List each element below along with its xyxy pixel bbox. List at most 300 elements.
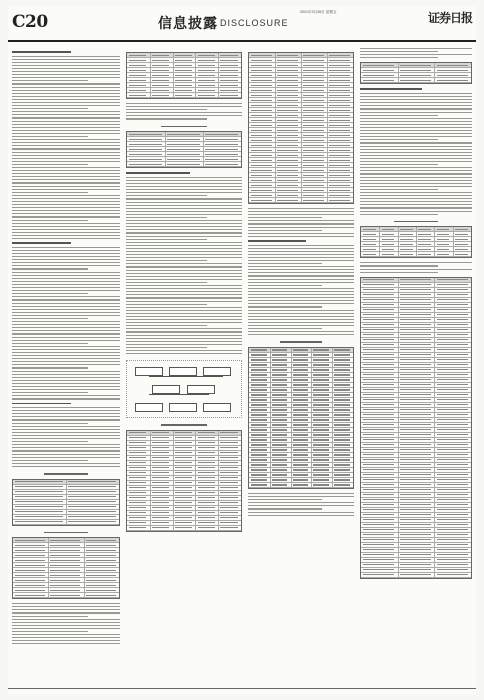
table-cell (251, 364, 267, 365)
section-heading (12, 51, 71, 53)
table-cell (400, 534, 431, 535)
table-cell (400, 459, 431, 460)
table-cell (400, 514, 431, 515)
table-cell (272, 409, 288, 410)
table-cell (400, 469, 431, 470)
table-cell (15, 491, 63, 492)
table-cell (418, 229, 431, 230)
table-cell (437, 549, 468, 550)
table-cell (400, 344, 431, 345)
table-cell (437, 394, 468, 395)
table-cell (175, 442, 192, 443)
table-cell (400, 424, 431, 425)
table-cell (293, 399, 309, 400)
table-cell (437, 489, 468, 490)
table-cell (293, 449, 309, 450)
table-cell (152, 502, 169, 503)
table-cell (129, 462, 146, 463)
table-cell (313, 369, 329, 370)
table-cell (251, 414, 267, 415)
diagram-box (169, 403, 197, 412)
table-cell (363, 65, 394, 66)
table-cell (329, 65, 350, 66)
table-cell (272, 459, 288, 460)
table-cell (152, 487, 169, 488)
table-cell (363, 574, 394, 575)
table-cell (198, 85, 215, 86)
table-cell (363, 324, 394, 325)
table-cell (363, 359, 394, 360)
table-cell (198, 482, 215, 483)
table-cell (437, 334, 468, 335)
table-cell (293, 424, 309, 425)
table-cell (293, 439, 309, 440)
data-table (12, 479, 120, 526)
table-cell (303, 55, 324, 56)
table-cell (251, 464, 267, 465)
table-cell (272, 444, 288, 445)
table-cell (205, 139, 237, 140)
table-cell (272, 469, 288, 470)
table-cell (272, 384, 288, 385)
table-cell (277, 115, 298, 116)
table-cell (400, 279, 431, 280)
table-cell (437, 234, 450, 235)
table-cell (400, 379, 431, 380)
table-cell (363, 404, 394, 405)
table-cell (251, 145, 272, 146)
section-title: 信息披露 (158, 16, 218, 32)
table-cell (272, 464, 288, 465)
table-cell (400, 544, 431, 545)
table-cell (334, 439, 350, 440)
table-cell (313, 419, 329, 420)
table-cell (86, 560, 116, 561)
data-table (126, 52, 242, 99)
table-cell (277, 145, 298, 146)
table-cell (277, 180, 298, 181)
table-cell (363, 229, 376, 230)
table-cell (129, 85, 146, 86)
table-cell (152, 527, 169, 528)
table-cell (293, 474, 309, 475)
data-table (126, 131, 242, 168)
table-cell (303, 85, 324, 86)
table-cell (220, 522, 237, 523)
table-cell (152, 477, 169, 478)
table-cell (251, 479, 267, 480)
table-cell (251, 180, 272, 181)
table-cell (277, 200, 298, 201)
table-cell (329, 190, 350, 191)
table-cell (175, 60, 192, 61)
text-block (12, 247, 120, 400)
table-cell (129, 497, 146, 498)
table-cell (220, 487, 237, 488)
table-cell (303, 140, 324, 141)
table-cell (198, 55, 215, 56)
table-cell (251, 389, 267, 390)
table-cell (175, 497, 192, 498)
table-cell (400, 70, 431, 71)
table-cell (175, 70, 192, 71)
table-cell (437, 369, 468, 370)
table-cell (220, 80, 237, 81)
table-cell (152, 55, 169, 56)
text-block (126, 103, 242, 120)
table-cell (303, 115, 324, 116)
table-cell (334, 454, 350, 455)
table-cell (400, 559, 431, 560)
table-cell (303, 60, 324, 61)
table-cell (329, 80, 350, 81)
table-cell (175, 65, 192, 66)
table-cell (293, 354, 309, 355)
table-cell (313, 394, 329, 395)
table-cell (400, 314, 431, 315)
table-cell (277, 140, 298, 141)
table-cell (329, 125, 350, 126)
table-cell (198, 492, 215, 493)
table-cell (129, 467, 146, 468)
table-row (361, 78, 471, 83)
table-cell (329, 105, 350, 106)
table-cell (437, 419, 468, 420)
table-cell (400, 399, 431, 400)
table-cell (400, 404, 431, 405)
diagram-box (203, 367, 231, 376)
table-cell (272, 414, 288, 415)
table-cell (363, 309, 394, 310)
table-cell (152, 80, 169, 81)
table-cell (86, 550, 116, 551)
table-cell (303, 195, 324, 196)
table-cell (205, 164, 237, 165)
table-cell (400, 564, 431, 565)
table-cell (437, 344, 468, 345)
table-cell (400, 244, 413, 245)
table-caption (394, 221, 439, 223)
table-cell (363, 374, 394, 375)
table-cell (334, 444, 350, 445)
table-row (127, 526, 241, 531)
table-cell (175, 437, 192, 438)
table-cell (437, 429, 468, 430)
org-diagram (126, 360, 242, 418)
table-cell (86, 590, 116, 591)
table-cell (198, 522, 215, 523)
table-cell (363, 424, 394, 425)
table-cell (329, 155, 350, 156)
table-cell (68, 521, 116, 522)
table-cell (50, 550, 80, 551)
table-cell (329, 55, 350, 56)
table-cell (272, 349, 288, 350)
table-cell (437, 534, 468, 535)
table-cell (272, 484, 288, 485)
table-cell (437, 364, 468, 365)
table-cell (437, 519, 468, 520)
table-cell (251, 130, 272, 131)
table-cell (363, 529, 394, 530)
table-cell (251, 155, 272, 156)
table-cell (251, 359, 267, 360)
table-cell (272, 369, 288, 370)
table-cell (313, 399, 329, 400)
table-cell (363, 389, 394, 390)
table-cell (251, 105, 272, 106)
table-cell (50, 585, 80, 586)
table-cell (272, 479, 288, 480)
data-table (248, 347, 354, 489)
table-cell (437, 529, 468, 530)
table-cell (129, 527, 146, 528)
table-cell (363, 334, 394, 335)
table-cell (175, 517, 192, 518)
table-cell (329, 100, 350, 101)
table-cell (129, 60, 146, 61)
table-cell (251, 85, 272, 86)
table-cell (175, 512, 192, 513)
table-cell (400, 75, 431, 76)
table-cell (15, 575, 45, 576)
table-cell (437, 279, 468, 280)
table-cell (400, 419, 431, 420)
table-cell (86, 570, 116, 571)
table-cell (152, 497, 169, 498)
table-cell (198, 60, 215, 61)
table-cell (152, 95, 169, 96)
table-cell (251, 55, 272, 56)
table-cell (363, 419, 394, 420)
table-cell (363, 414, 394, 415)
table-cell (437, 319, 468, 320)
table-cell (277, 190, 298, 191)
table-cell (68, 481, 116, 482)
table-cell (437, 379, 468, 380)
table-cell (400, 474, 431, 475)
table-cell (313, 414, 329, 415)
table-cell (437, 474, 468, 475)
table-cell (152, 522, 169, 523)
table-cell (277, 165, 298, 166)
diagram-box (169, 367, 197, 376)
table-cell (293, 409, 309, 410)
table-cell (251, 175, 272, 176)
table-cell (50, 540, 80, 541)
table-cell (220, 462, 237, 463)
table-cell (313, 359, 329, 360)
table-cell (272, 424, 288, 425)
table-cell (437, 559, 468, 560)
table-cell (15, 585, 45, 586)
table-cell (129, 487, 146, 488)
table-cell (220, 70, 237, 71)
table-cell (437, 304, 468, 305)
table-cell (437, 299, 468, 300)
table-cell (334, 379, 350, 380)
table-cell (129, 144, 161, 145)
table-cell (277, 120, 298, 121)
table-cell (277, 105, 298, 106)
table-cell (175, 95, 192, 96)
table-cell (129, 80, 146, 81)
table-cell (437, 399, 468, 400)
table-cell (15, 516, 63, 517)
table-cell (329, 200, 350, 201)
table-cell (293, 459, 309, 460)
table-cell (198, 487, 215, 488)
table-cell (129, 472, 146, 473)
table-cell (363, 399, 394, 400)
table-cell (129, 65, 146, 66)
text-block (360, 262, 472, 272)
table-cell (437, 70, 468, 71)
table-cell (334, 349, 350, 350)
table-cell (272, 404, 288, 405)
table-cell (313, 389, 329, 390)
table-cell (220, 85, 237, 86)
table-cell (129, 512, 146, 513)
table-cell (251, 474, 267, 475)
table-cell (400, 284, 431, 285)
table-cell (334, 359, 350, 360)
table-cell (175, 457, 192, 458)
section-heading (12, 242, 71, 244)
table-cell (220, 517, 237, 518)
table-cell (129, 477, 146, 478)
table-row (249, 483, 353, 488)
table-cell (220, 75, 237, 76)
table-cell (437, 254, 450, 255)
table-cell (251, 409, 267, 410)
table-cell (175, 507, 192, 508)
table-cell (363, 499, 394, 500)
table-cell (329, 75, 350, 76)
table-cell (313, 454, 329, 455)
table-cell (363, 494, 394, 495)
table-cell (272, 419, 288, 420)
table-cell (363, 509, 394, 510)
table-cell (152, 467, 169, 468)
table-cell (293, 364, 309, 365)
table-cell (15, 511, 63, 512)
table-cell (313, 474, 329, 475)
table-cell (437, 539, 468, 540)
text-block (360, 93, 472, 215)
table-cell (129, 432, 146, 433)
text-block (248, 208, 354, 237)
table-cell (313, 429, 329, 430)
table-cell (329, 90, 350, 91)
table-cell (400, 334, 431, 335)
table-cell (400, 234, 413, 235)
table-cell (198, 457, 215, 458)
table-cell (86, 575, 116, 576)
table-cell (363, 70, 394, 71)
table-cell (251, 349, 267, 350)
table-cell (220, 467, 237, 468)
table-cell (400, 489, 431, 490)
table-cell (272, 364, 288, 365)
table-cell (86, 540, 116, 541)
table-cell (400, 494, 431, 495)
table-cell (363, 364, 394, 365)
diagram-box (187, 385, 215, 394)
table-cell (86, 545, 116, 546)
table-cell (129, 447, 146, 448)
data-table (360, 277, 472, 579)
table-cell (363, 384, 394, 385)
table-cell (152, 452, 169, 453)
table-row (127, 93, 241, 98)
table-cell (437, 294, 468, 295)
table-cell (198, 437, 215, 438)
table-cell (220, 447, 237, 448)
table-cell (437, 339, 468, 340)
table-cell (152, 90, 169, 91)
table-cell (15, 496, 63, 497)
table-cell (437, 414, 468, 415)
table-cell (272, 474, 288, 475)
table-cell (382, 244, 395, 245)
table-cell (400, 429, 431, 430)
table-cell (50, 565, 80, 566)
table-cell (334, 469, 350, 470)
table-cell (220, 507, 237, 508)
table-cell (313, 479, 329, 480)
table-cell (198, 452, 215, 453)
table-cell (437, 564, 468, 565)
table-cell (437, 574, 468, 575)
table-cell (437, 479, 468, 480)
table-cell (363, 339, 394, 340)
table-cell (220, 442, 237, 443)
table-cell (129, 482, 146, 483)
table-cell (198, 65, 215, 66)
table-cell (277, 185, 298, 186)
table-cell (293, 389, 309, 390)
table-cell (251, 354, 267, 355)
table-cell (272, 374, 288, 375)
table-cell (251, 374, 267, 375)
table-cell (400, 299, 431, 300)
table-cell (272, 429, 288, 430)
table-cell (400, 549, 431, 550)
table-cell (437, 239, 450, 240)
table-cell (400, 569, 431, 570)
table-cell (437, 289, 468, 290)
section-title-en: DISCLOSURE (220, 18, 289, 28)
table-cell (175, 85, 192, 86)
table-cell (175, 432, 192, 433)
table-cell (277, 85, 298, 86)
table-cell (400, 384, 431, 385)
table-cell (437, 444, 468, 445)
table-cell (50, 545, 80, 546)
table-cell (277, 65, 298, 66)
table-cell (277, 130, 298, 131)
table-cell (293, 359, 309, 360)
table-cell (50, 560, 80, 561)
table-cell (329, 160, 350, 161)
table-cell (363, 394, 394, 395)
table-cell (400, 574, 431, 575)
table-cell (15, 506, 63, 507)
column-table-3 (248, 48, 354, 684)
table-cell (363, 304, 394, 305)
diagram-box (203, 403, 231, 412)
